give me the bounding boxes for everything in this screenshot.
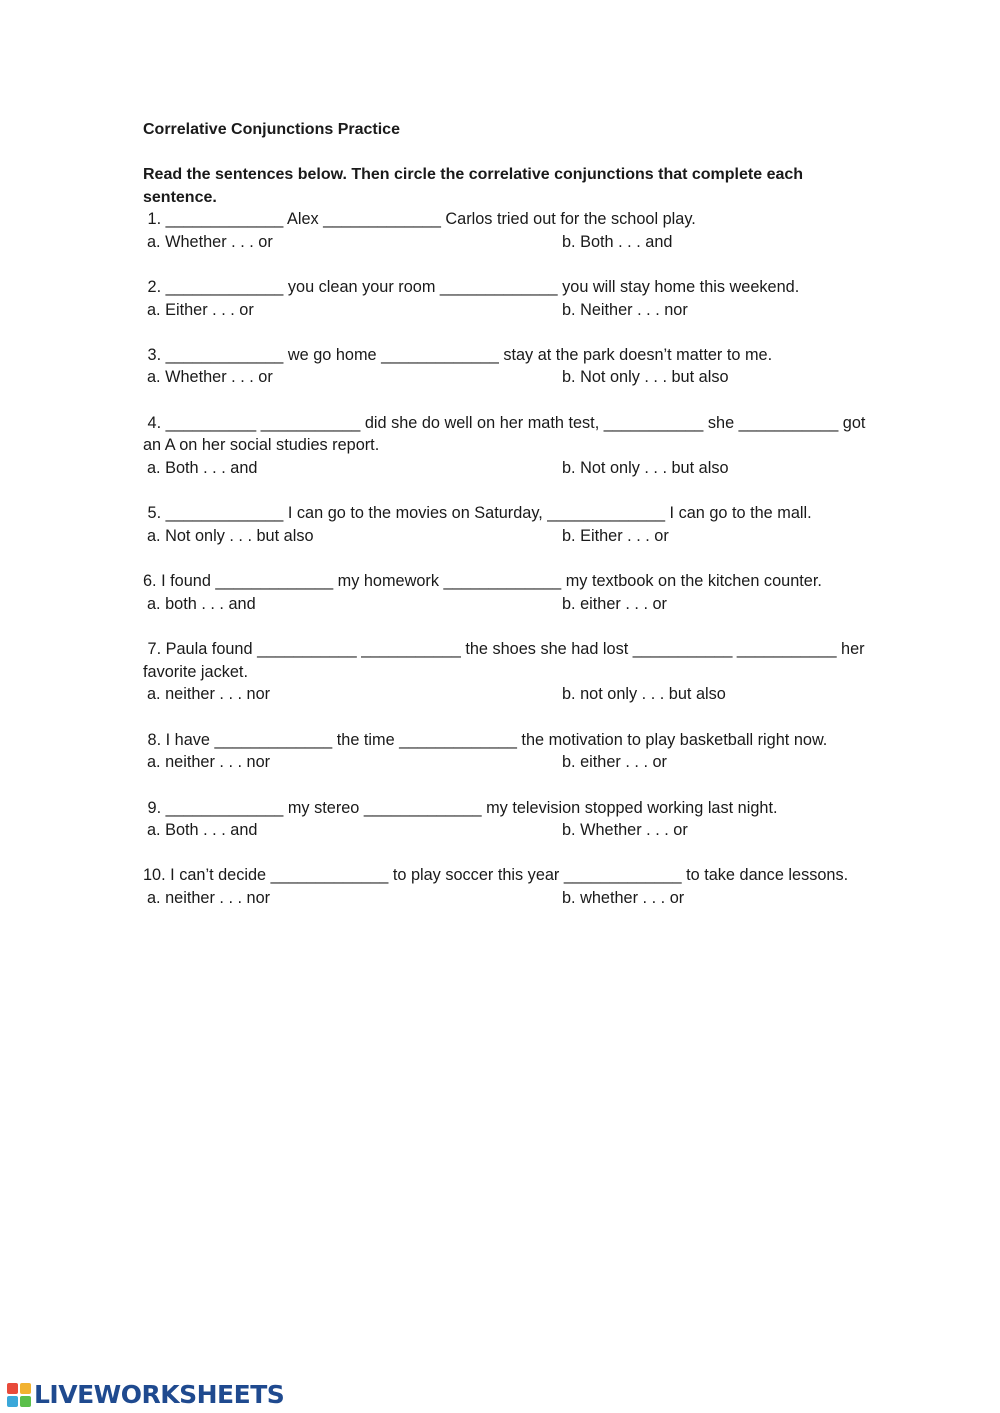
option-a[interactable]: a. Whether . . . or — [147, 368, 273, 387]
option-b[interactable]: b. Both . . . and — [562, 232, 673, 251]
question-7 — [143, 638, 873, 706]
option-a[interactable]: a. Both . . . and — [147, 459, 258, 478]
question-options — [143, 819, 873, 842]
question-10 — [143, 864, 873, 909]
question-list — [143, 208, 873, 910]
option-b[interactable]: b. Either . . . or — [562, 526, 669, 545]
option-b[interactable]: b. Not only . . . but also — [562, 459, 729, 478]
option-a[interactable]: a. both . . . and — [147, 594, 256, 613]
question-5 — [143, 502, 873, 547]
question-text: 4. __________ ___________ did she do well on her math test, ___________ she ___________ got an A on her social studies report. — [143, 413, 870, 455]
option-b[interactable]: b. Whether . . . or — [562, 821, 688, 840]
option-a[interactable]: a. Whether . . . or — [147, 232, 273, 251]
question-options — [143, 683, 873, 706]
option-a[interactable]: a. Either . . . or — [147, 300, 254, 319]
option-a[interactable]: a. Not only . . . but also — [147, 526, 314, 545]
option-a[interactable]: a. neither . . . nor — [147, 889, 271, 908]
option-b[interactable]: b. whether . . . or — [562, 889, 685, 908]
liveworksheets-logo — [7, 1380, 284, 1410]
option-b[interactable]: b. Neither . . . nor — [562, 300, 688, 319]
option-a[interactable]: a. neither . . . nor — [147, 753, 271, 772]
question-3 — [143, 344, 873, 389]
option-a[interactable]: a. Both . . . and — [147, 821, 258, 840]
question-options — [143, 525, 873, 548]
option-a[interactable]: a. neither . . . nor — [147, 685, 271, 704]
question-text: 5. _____________ I can go to the movies on Saturday, _____________ I can go to the mall. — [143, 504, 812, 523]
question-4 — [143, 412, 873, 480]
question-1 — [143, 208, 873, 253]
option-b[interactable]: b. either . . . or — [562, 594, 667, 613]
question-options — [143, 299, 873, 322]
question-6 — [143, 570, 873, 615]
question-options — [143, 593, 873, 616]
option-b[interactable]: b. Not only . . . but also — [562, 368, 729, 387]
question-text: 8. I have _____________ the time _____________ the motivation to play basketball right now. — [143, 730, 828, 749]
question-text: 9. _____________ my stereo _____________ my television stopped working last night. — [143, 798, 778, 817]
question-9 — [143, 797, 873, 842]
question-options — [143, 751, 873, 774]
instructions: Read the sentences below. Then circle the correlative conjunctions that complete each sentence. — [143, 166, 804, 206]
option-b[interactable]: b. either . . . or — [562, 753, 667, 772]
question-8 — [143, 729, 873, 774]
question-text: 6. I found _____________ my homework _____________ my textbook on the kitchen counter. — [143, 572, 822, 591]
worksheet-title: Correlative Conjunctions Practice — [143, 121, 400, 138]
question-text: 3. _____________ we go home _____________ stay at the park doesn’t matter to me. — [143, 345, 773, 364]
question-text: 7. Paula found ___________ ___________ the shoes she had lost ___________ ___________ her favorite jacket. — [143, 640, 870, 681]
option-b[interactable]: b. not only . . . but also — [562, 685, 726, 704]
question-2 — [143, 276, 873, 321]
liveworksheets-logo-icon — [7, 1383, 31, 1407]
logo-text: LIVEWORKSHEETS — [34, 1380, 285, 1409]
question-options — [143, 887, 873, 910]
question-options — [143, 366, 873, 389]
question-options — [143, 457, 873, 480]
question-options — [143, 231, 873, 254]
question-text: 10. I can’t decide _____________ to play soccer this year _____________ to take dance lessons. — [143, 866, 849, 885]
question-text: 2. _____________ you clean your room _____________ you will stay home this weekend. — [143, 277, 800, 296]
question-text: 1. _____________ Alex _____________ Carlos tried out for the school play. — [143, 210, 696, 228]
